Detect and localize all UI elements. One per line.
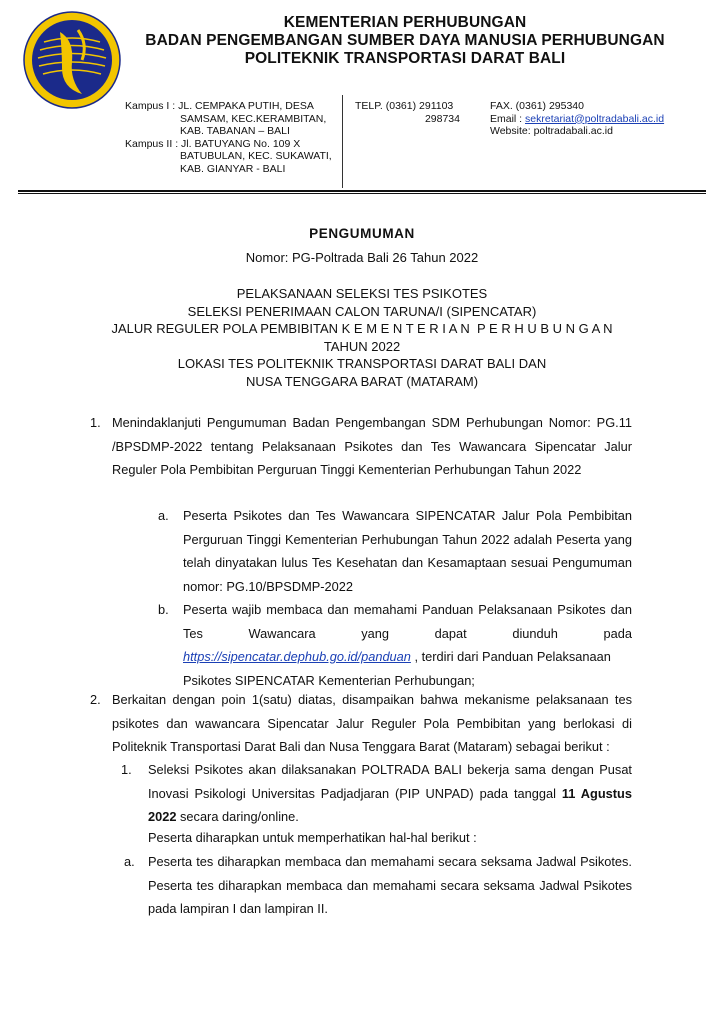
ministry-logo-icon [22,10,122,110]
address-line: Kampus I : JL. CEMPAKA PUTIH, DESA [125,100,314,112]
subpoint-1-text-a: Seleksi Psikotes akan dilaksanakan POLTRADA BALI bekerja sama dengan Pusat Inovasi Psikologi Universitas Padjadjaran (PIP UNPAD) pada tanggal [148,762,632,801]
org-line-agency: BADAN PENGEMBANGAN SUMBER DAYA MANUSIA PERHUBUNGAN [145,32,665,49]
subpoint-label: 1. [121,762,132,777]
subpoint-b-line: Peserta wajib membaca dan memahami Panduan Pelaksanaan Psikotes dan [183,602,632,617]
telephone-line: 298734 [424,112,460,125]
point-number: 1. [90,415,101,430]
subpoint-label: b. [158,602,169,617]
subpoint-1-note: Peserta diharapkan untuk memperhatikan hal-hal berikut : [148,830,477,845]
subpoint-label: a. [158,508,169,523]
subject-line: LOKASI TES POLITEKNIK TRANSPORTASI DARAT BALI DAN [177,356,547,371]
org-line-institution: POLITEKNIK TRANSPORTASI DARAT BALI [244,50,566,67]
fax-email-website [490,100,710,138]
document-number: Nomor: PG-Poltrada Bali 26 Tahun 2022 [245,250,479,265]
subject-line: PELAKSANAAN SELEKSI TES PSIKOTES [236,286,488,301]
point-2-text: Berkaitan dengan poin 1(satu) diatas, disampaikan bahwa mekanisme pelaksanaan tes psikotes dan wawancara Sipencatar Jalur Reguler Pola Pembibitan yang berlokasi di Politeknik Transportasi Darat Bali dan Nusa Tenggara Barat (Mataram) sebagai berikut : [112,692,632,754]
subpoint-b-rest: , terdiri dari Panduan Pelaksanaan [410,649,611,664]
subpoint-a-text: Peserta Psikotes dan Tes Wawancara SIPENCATAR Jalur Pola Pembibitan Perguruan Tinggi Kementerian Perhubungan Tahun 2022 adalah Peserta yang telah dinyatakan lulus Tes Kesehatan dan Kesamaptaan sesuai Pengumuman nomor: PG.10/BPSDMP-2022 [183,508,632,594]
subject-line: NUSA TENGGARA BARAT (MATARAM) [245,373,479,389]
subject-line: JALUR REGULER POLA PEMBIBITAN K E M E N T E R I A N P E R H U B U N G A N [111,321,613,336]
address-line: KAB. TABANAN – BALI [180,125,290,137]
fax-line: FAX. (0361) 295340 [490,100,584,112]
organization-header [125,14,685,68]
subpoint-1a-text: Peserta tes diharapkan membaca dan memahami secara seksama Jadwal Psikotes. Peserta tes diharapkan membaca dan memahami secara seksama Jadwal Psikotes pada lampiran I dan lampiran II. [148,854,632,916]
subpoint-label: a. [124,854,135,869]
email-link[interactable]: sekretariat@poltradabali.ac.id [525,112,665,125]
telephone-line: TELP. (0361) 291103 [355,100,454,112]
address-line: KAB. GIANYAR - BALI [180,162,286,175]
website-line: Website: poltradabali.ac.id [490,125,613,137]
address-line: SAMSAM, KEC.KERAMBITAN, [180,112,327,125]
document-title: PENGUMUMAN [309,226,415,241]
subpoint-b-line: Psikotes SIPENCATAR Kementerian Perhubungan; [183,672,475,688]
subject-line: SELEKSI PENERIMAAN CALON TARUNA/I (SIPENCATAR) [187,303,537,319]
subject-line: TAHUN 2022 [323,338,401,354]
telephone-info [355,100,460,125]
test-date: 11 Agustus 2022 [148,785,632,824]
subpoint-b-text [183,598,632,692]
subpoint-b-line [183,645,632,669]
subpoint-1-text [148,758,632,829]
point-number: 2. [90,692,101,707]
panduan-link[interactable]: https://sipencatar.dephub.go.id/panduan [183,649,411,664]
header-rule-thick [18,190,706,192]
email-line [490,113,710,126]
header-divider [342,95,343,188]
address-line: BATUBULAN, KEC. SUKAWATI, [180,150,332,162]
point-1-text: Menindaklanjuti Pengumuman Badan Pengembangan SDM Perhubungan Nomor: PG.11 /BPSDMP-2022 tentang Pelaksanaan Psikotes dan Tes Wawancara Sipencatar Jalur Reguler Pola Pembibitan Perguruan Tinggi Kementerian Perhubungan Tahun 2022 [112,415,632,477]
org-line-ministry: KEMENTERIAN PERHUBUNGAN [283,14,527,31]
subpoint-b-line: Tes Wawancara yang dapat diunduh pada [183,625,632,641]
subpoint-1-text-b: secara daring/online. [176,809,299,824]
address-line: Kampus II : Jl. BATUYANG No. 109 X [125,137,301,150]
header-rule-thin [18,193,706,194]
document-subject [0,285,724,390]
email-label: Email : [490,112,526,125]
campus-address [125,100,341,175]
